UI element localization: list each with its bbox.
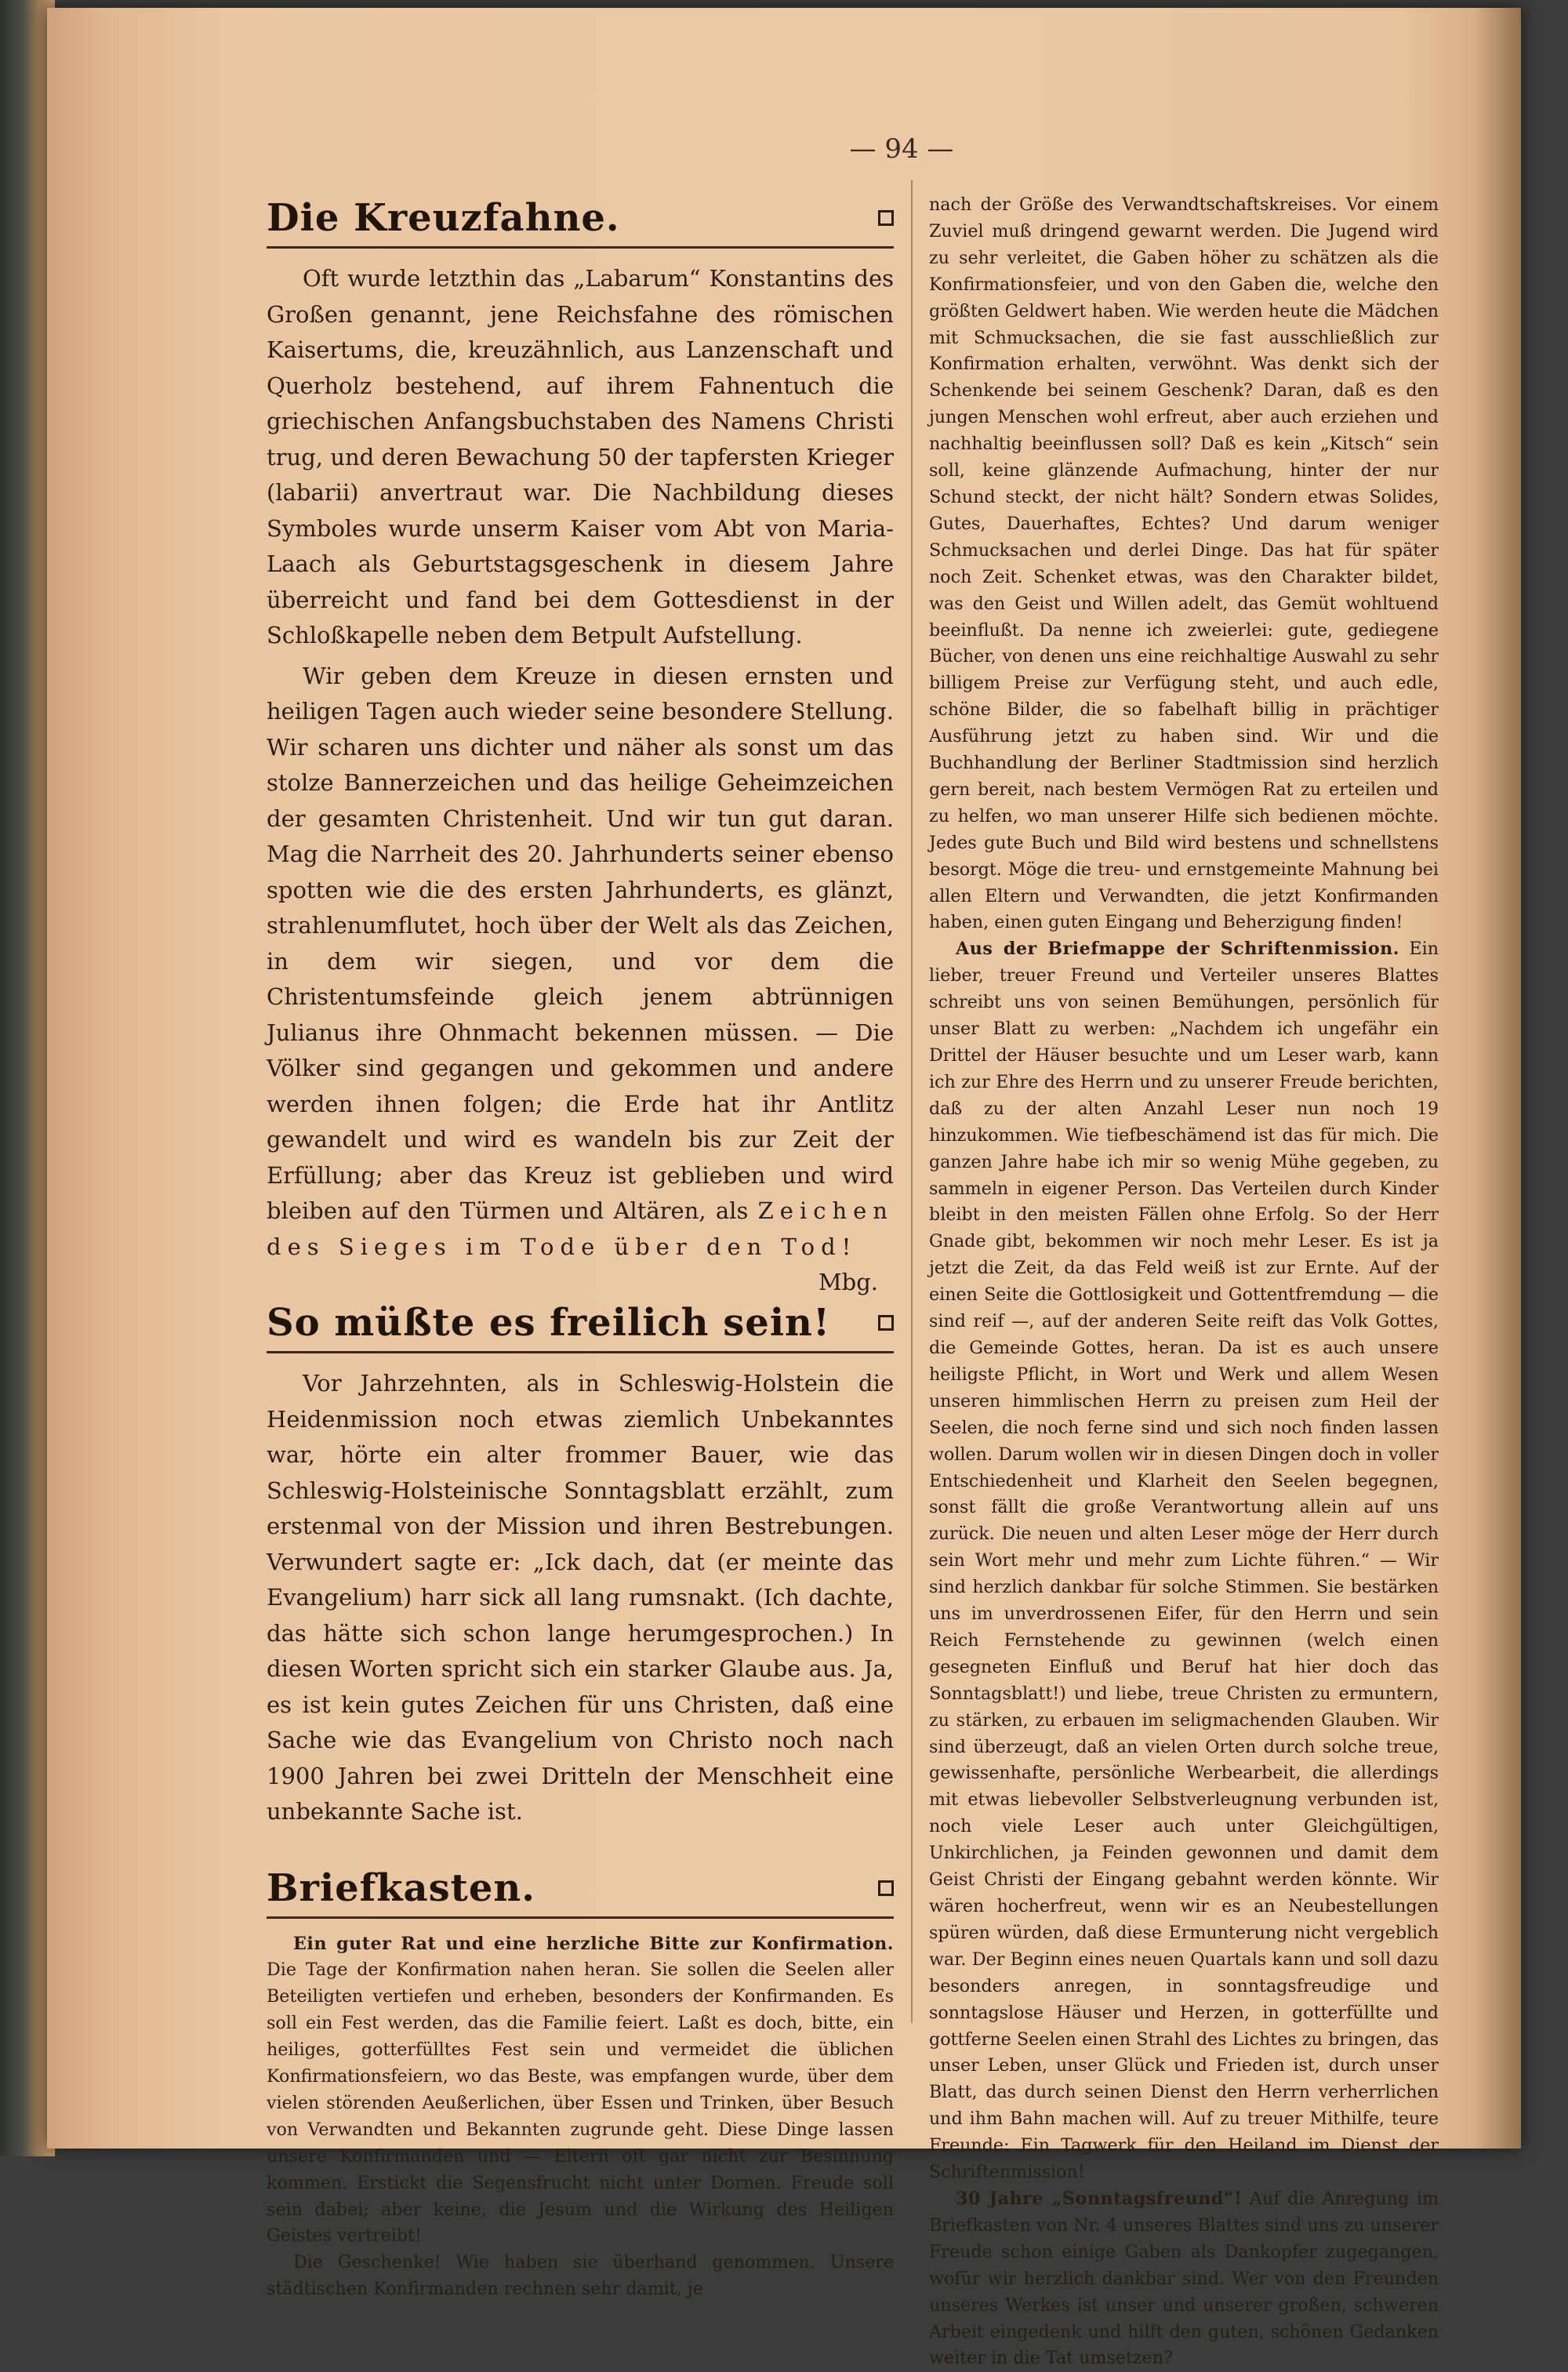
- paragraph: [267, 659, 894, 1295]
- lead-heading: Aus der Briefmappe der Schriftenmission.: [956, 939, 1400, 960]
- paragraph-text: Wir geben dem Kreuze in diesen ernsten und heiligen Tagen auch wieder seine besondere Stellung. Wir scharen uns dichter und näher als sonst um das stolze Bannerzeichen und das heilige Geheimzeichen der gesamten Christenheit. Und wir tun gut daran. Mag die Narrheit des 20. Jahrhunderts seiner ebenso spotten wie die des ersten Jahrhunderts, es glänzt, strahlenumflutet, hoch über der Welt als das Zeichen, in dem wir siegen, und vor dem die Christentumsfeinde gleich jenem abtrünnigen Julianus ihre Ohnmacht bekennen müssen. — Die Völker sind gegangen und gekommen und andere werden ihnen folgen; die Erde hat ihr Antlitz gewandelt und wird es wandeln bis zur Zeit der Erfüllung; aber das Kreuz ist geblieben und wird bleiben auf den Türmen und Altären, als: [267, 662, 894, 1224]
- lead-heading: Ein guter Rat und eine herzliche Bitte zur Konfirmation.: [293, 1933, 894, 1954]
- square-ornament-icon: [878, 210, 894, 226]
- paragraph: [929, 2186, 1439, 2372]
- article-kreuzfahne: [267, 196, 894, 1295]
- section-title: So müßte es freilich sein!: [267, 1301, 831, 1345]
- article-freilich: [267, 1301, 894, 1830]
- section-header: [267, 196, 894, 249]
- section-title: Die Kreuzfahne.: [267, 196, 620, 240]
- author-signature: Mbg.: [818, 1269, 878, 1295]
- section-header: [267, 1301, 894, 1353]
- paragraph-text: Ein lieber, treuer Freund und Verteiler unseres Blattes schreibt uns von seinen Bemühungen, persönlich für unser Blatt zu werben: „Nachdem ich ungefähr ein Drittel der Häuser besuchte und um Leser warb, kann ich zur Ehre des Herrn und zu unserer Freude berichten, daß zu der alten Anzahl Leser nun noch 19 hinzukommen. Wie tiefbeschämend ist das für mich. Die ganzen Jahre habe ich mir so wenig Mühe gegeben, zu sammeln in eigener Person. Das Verteilen durch Kinder bleibt in den meisten Fällen ohne Erfolg. So der Herr Gnade gibt, bekommen wir noch mehr Leser. Es ist ja jetzt die Zeit, da das Feld weiß ist zur Ernte. Auf der einen Seite die Gottlosigkeit und Gottentfremdung — die sind reif —, auf der anderen Seite reift das Volk Gottes, die Gemeinde Gottes, heran. Da ist es auch unsere heiligste Pflicht, in Wort und Werk und allem Wesen unseren himmlischen Herrn zu preisen zum Heil der Seelen, die noch ferne sind und sich noch finden lassen wollen. Darum wollen wir in diesen Dingen doch in voller Entschiedenheit und Klarheit den Seelen begegnen, sonst fällt die große Verantwortung allein auf uns zurück. Die neuen und alten Leser möge der Herr durch sein Wort mehr und mehr zum Lichte führen.“ — Wir sind herzlich dankbar für solche Stimmen. Sie bestärken uns im unverdrossenen Eifer, für den Herrn und sein Reich Fernstehende zu gewinnen (welch einen gesegneten Einfluß und Beruf hat hier doch das Sonntagsblatt!) und liebe, treue Christen zu ermuntern, zu stärken, zu erbauen im seligmachenden Glauben. Wir sind überzeugt, daß an vielen Orten durch solche treue, gewissenhafte, persönliche Werbearbeit, die allerdings mit etwas liebevoller Selbstverleugnung verbunden ist, noch viele Leser auch unter Gleichgültigen, Unkirchlichen, ja Feinden gewonnen und damit dem Geist Christi der Eingang gebahnt werden könnte. Wir wären hocherfreut, wenn wir es an Neubestellungen spüren würden, daß diese Ermunterung nicht vergeblich war. Der Beginn eines neuen Quartals kann und soll dazu besonders anregen, in sonntagsfreudige und sonntagslose Häuser und Herzen, in gotterfüllte und gottferne Seelen einen Strahl des Lichtes zu bringen, das unser Leben, unser Glück und Frieden ist, durch unser Blatt, das durch seinen Dienst den Herrn verherrlichen und ihm Bahn machen will. Auf zu treuer Mithilfe, teure Freunde: Ein Tagwerk für den Heiland im Dienst der Schriftenmission!: [929, 939, 1439, 2183]
- right-column: [929, 192, 1439, 2372]
- square-ornament-icon: [878, 1880, 894, 1896]
- spaced-emphasis: Zeichen des Sieges im Tode über den Tod!: [267, 1197, 894, 1260]
- paragraph: nach der Größe des Verwandtschaftskreises. Vor einem Zuviel muß dringend gewarnt werden. Die Jugend wird zu sehr verleitet, die Gaben höher zu schätzen als die Konfirmationsfeier, und von den Gaben die, welche den größten Geldwert haben. Wie werden heute die Mädchen mit Schmucksachen, die sie fast ausschließlich zur Konfirmation erhalten, verwöhnt. Was denkt sich der Schenkende bei seinem Geschenk? Daran, daß es den jungen Menschen wohl erfreut, aber auch erziehen und nachhaltig beeinflussen soll? Daß es kein „Kitsch“ sein soll, keine glänzende Aufmachung, hinter der nur Schund steckt, der nicht hält? Sondern etwas Solides, Gutes, Dauerhaftes, Echtes? Und darum weniger Schmucksachen und derlei Dinge. Das hat für später noch Zeit. Schenket etwas, was den Charakter bildet, was den Geist und Willen adelt, das Gemüt wohltuend beeinflußt. Da nenne ich zweierlei: gute, gediegene Bücher, von denen uns eine reichhaltige Auswahl zu sehr billigem Preise zur Verfügung steht, und auch edle, schöne Bilder, die so fabelhaft billig in prächtiger Ausführung jetzt zu haben sind. Wir und die Buchhandlung der Berliner Stadtmission sind herzlich gern bereit, nach bestem Vermögen Rat zu erteilen und zu helfen, wo man unserer Hilfe sich bedienen möchte. Jedes gute Buch und Bild wird bestens und schnellstens besorgt. Möge die treu- und ernstgemeinte Mahnung bei allen Eltern und Verwandten, die jetzt Konfirmanden haben, einen guten Eingang und Beherzigung finden!: [929, 194, 1439, 933]
- paragraph: Oft wurde letzthin das „Labarum“ Konstantins des Großen genannt, jene Reichsfahne des römischen Kaisertums, die, kreuzähnlich, aus Lanzenschaft und Querholz bestehend, auf ihrem Fahnentuch die griechischen Anfangsbuchstaben des Namens Christi trug, und deren Bewachung 50 der tapfersten Krieger (labarii) anvertraut war. Die Nachbildung dieses Symboles wurde unserm Kaiser vom Abt von Maria-Laach als Geburtstagsgeschenk in diesem Jahre überreicht und fand bei dem Gottesdienst in der Schloßkapelle neben dem Betpult Aufstellung.: [267, 265, 894, 648]
- paragraph: [929, 936, 1439, 2186]
- paragraph: Die Geschenke! Wie haben sie überhand genommen. Unsere städtischen Konfirmanden rechnen sehr damit, je: [267, 2252, 894, 2300]
- column-divider: [911, 180, 913, 2023]
- section-title: Briefkasten.: [267, 1865, 535, 1910]
- lead-heading: 30 Jahre „Sonntagsfreund“!: [956, 2188, 1243, 2209]
- paragraph-text: Die Tage der Konfirmation nahen heran. Sie sollen die Seelen aller Beteiligten vertiefen und erheben, besonders der Konfirmanden. Es soll ein Fest werden, das die Familie feiert. Laßt es doch, bitte, ein heiliges, gotterfülltes Fest sein und vermeidet die üblichen Konfirmationsfeiern, wo das Beste, was empfangen wurde, über dem vielen störenden Aeußerlichen, über Essen und Trinken, über Besuch von Verwandten und Bekannten zugrunde geht. Diese Dinge lassen unsere Konfirmanden und — Eltern oft gar nicht zur Besinnung kommen. Erstickt die Segensfrucht nicht unter Dornen. Freude soll sein dabei; aber keine, die Jesum und die Wirkung des Heiligen Geistes vertreibt!: [267, 1960, 894, 2247]
- paragraph: Vor Jahrzehnten, als in Schleswig-Holstein die Heidenmission noch etwas ziemlich Unbekanntes war, hörte ein alter frommer Bauer, wie das Schleswig-Holsteinische Sonntagsblatt erzählt, zum erstenmal von der Mission und ihren Bestrebungen. Verwundert sagte er: „Ick dach, dat (er meinte das Evangelium) harr sick all lang rumsnakt. (Ich dachte, das hätte sich schon lange herumgesprochen.) In diesen Worten spricht sich ein starker Glaube aus. Ja, es ist kein gutes Zeichen für uns Christen, daß eine Sache wie das Evangelium von Christo noch nach 1900 Jahren bei zwei Dritteln der Menschheit eine unbekannte Sache ist.: [267, 1370, 894, 1825]
- square-ornament-icon: [878, 1315, 894, 1331]
- article-briefkasten: [267, 1866, 894, 2304]
- page-number: — 94 —: [849, 133, 954, 165]
- section-header: [267, 1866, 894, 1919]
- paragraph: [267, 1931, 894, 2250]
- left-column: [267, 196, 894, 2303]
- paragraph-text: Auf die Anregung im Briefkasten von Nr. 4 unseres Blattes sind uns zu unserer Freude schon einige Gaben als Dankopfer zugegangen, wofür wir herzlich dankbar sind. Wer von den Freunden unseres Werkes ist unser und unserer großen, schweren Arbeit eingedenk und hilft den guten, schönen Gedanken weiter in die Tat umsetzen?: [929, 2188, 1439, 2369]
